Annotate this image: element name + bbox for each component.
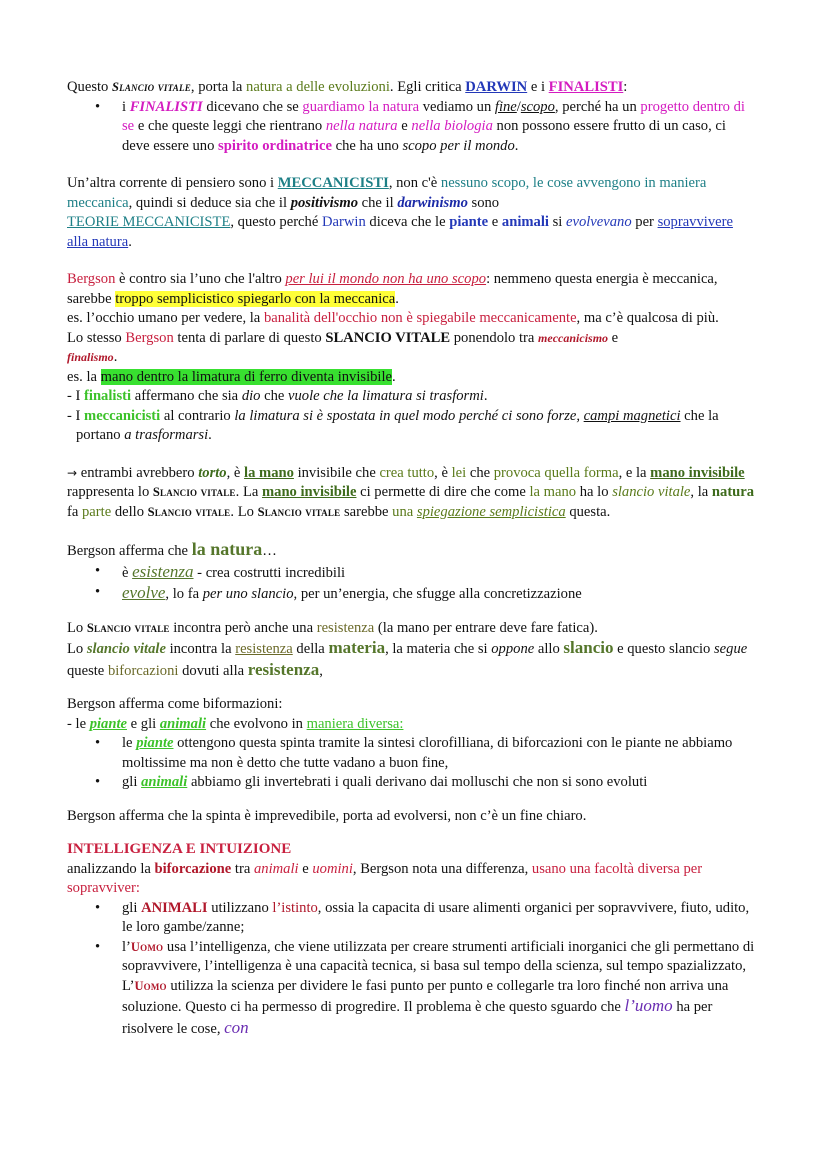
paragraph-materia: Lo slancio vitale incontra la resistenza della materia, la materia che si oppone allo slancio e questo slancio segue queste biforcazioni dovuti alla resistenza,: [67, 638, 748, 679]
paragraph-bergson-tenta: Lo stesso Bergson tenta di parlare di questo SLANCIO VITALE ponendolo tra meccanicismo e finalismo.: [67, 329, 619, 365]
paragraph-bergson-contro: Bergson è contro sia l’uno che l'altro per lui il mondo non ha uno scopo: nemmeno questa energia è meccanica, sarebbe troppo semplicistico spiegarlo con la meccanica.: [67, 271, 718, 307]
paragraph-occhio: es. l’occhio umano per vedere, la banalità dell'occhio non è spiegabile meccanicamente, ma c’è qualcosa di più.: [67, 310, 719, 326]
list-item: • le piante ottengono questa spinta tramite la sintesi clorofilliana, di biforcazioni con le piante ne abbiamo moltissime ma non è detto che tutte vadano a buon fine,: [122, 734, 757, 773]
list-item: • gli animali abbiamo gli invertebrati i quali derivano dai molluschi che non si sono evoluti: [122, 773, 757, 793]
paragraph-mano-invisibile: → entrambi avrebbero torto, è la mano invisibile che crea tutto, è lei che provoca quella forma, e la mano invisibile rappresenta lo Slancio vitale. La mano invisibile ci permette di dire che come la mano ha lo slancio vitale, la natura fa parte dello Slancio vitale. Lo Slancio vitale sarebbe una spiegazione semplicistica questa.: [67, 464, 755, 520]
facolta-list: [67, 899, 757, 1040]
paragraph-piante-animali: - le piante e gli animali che evolvono in maniera diversa:: [67, 715, 404, 732]
paragraph-bergson-natura: Bergson afferma che la natura…: [67, 539, 277, 559]
paragraph-spinta: Bergson afferma che la spinta è imprevedibile, porta ad evolversi, non c’è un fine chiaro.: [67, 807, 587, 824]
arrow-right-icon: →: [67, 465, 78, 480]
list-item: • l’Uomo usa l’intelligenza, che viene utilizzata per creare strumenti artificiali inorganici che gli permettano di sopravvivere, l’intelligenza è una capacità tecnica, si basa sul tempo della scienza, sul tempo spazializzato, L’Uomo utilizza la scienza per dividere le fasi punto per punto e collegarle tra loro finché non arriva una soluzione. Questo ci ha permesso di progredire. Il problema è che questo sguardo che l’uomo ha per risolvere le cose, con: [122, 938, 757, 1040]
section-heading: INTELLIGENZA E INTUIZIONE: [67, 841, 292, 857]
paragraph-finalisti-dio: - I finalisti affermano che sia dio che vuole che la limatura si trasformi.: [67, 388, 488, 404]
list-item: • gli ANIMALI utilizzano l’istinto, ossia la capacita di usare alimenti organici per sopravvivere, fiuto, udito, le loro gambe/zanne;: [122, 899, 757, 938]
piante-animali-list: [67, 734, 757, 793]
paragraph-meccanicisti: Un’altra corrente di pensiero sono i MECCANICISTI, non c'è nessuno scopo, le cose avvengono in maniera meccanica, quindi si deduce sia che il positivismo che il darwinismo sono TEORIE MECCANICISTE, questo perché Darwin diceva che le piante e animali si evolvevano per sopravvivere alla natura.: [67, 175, 733, 250]
paragraph-slancio-intro: Questo Slancio vitale, porta la natura a delle evoluzioni. Egli critica DARWIN e i FINALISTI:: [67, 79, 628, 95]
list-item: • è esistenza - crea costrutti incredibili: [122, 562, 757, 584]
paragraph-meccanicisti-forze: - I meccanicisti al contrario la limatura si è spostata in quel modo perché ci sono forze, campi magnetici che la portano a trasformarsi.: [67, 407, 719, 443]
paragraph-biformazioni: Bergson afferma come biformazioni:: [67, 696, 283, 712]
list-item: • i FINALISTI dicevano che se guardiamo la natura vediamo un fine/scopo, perché ha un progetto dentro di se e che queste leggi che rientrano nella natura e nella biologia non possono essere frutto di un caso, ci deve essere uno spirito ordinatrice che ha uno scopo per il mondo.: [122, 98, 757, 157]
paragraph-resistenza: Lo Slancio vitale incontra però anche una resistenza (la mano per entrare deve fare fatica).: [67, 619, 598, 636]
document-page: [67, 78, 757, 1039]
natura-list: [67, 562, 757, 605]
list-item: • evolve, lo fa per uno slancio, per un’energia, che sfugge alla concretizzazione: [122, 583, 757, 605]
paragraph-biforcazione: analizzando la biforcazione tra animali e uomini, Bergson nota una differenza, usano una facoltà diversa per sopravviver:: [67, 860, 703, 896]
paragraph-mano-limatura: es. la mano dentro la limatura di ferro diventa invisibile.: [67, 368, 396, 385]
finalisti-list: [67, 98, 757, 157]
